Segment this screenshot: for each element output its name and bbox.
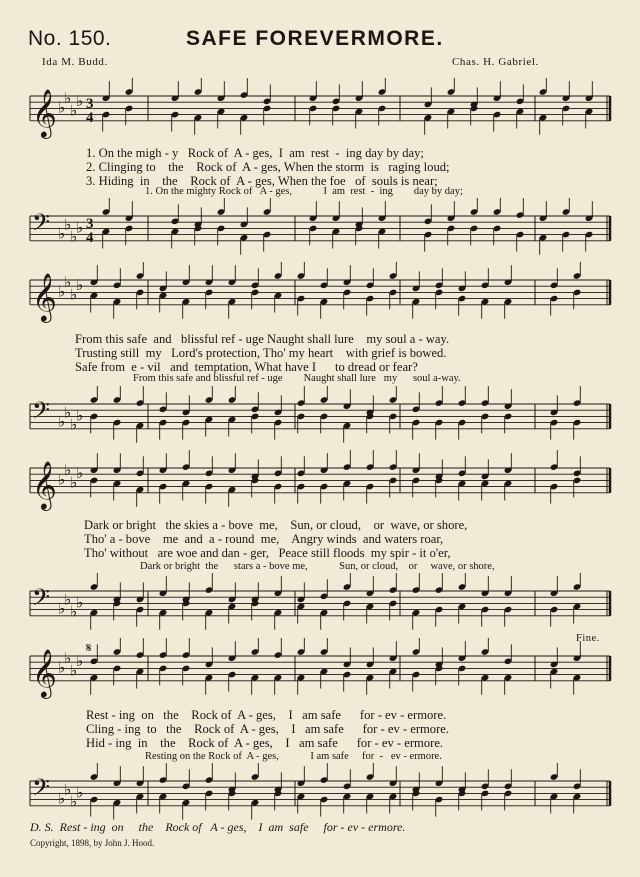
treble-clef-icon: 𝄞 xyxy=(32,271,57,321)
flat-icon: ♭ xyxy=(70,602,78,621)
treble-staff-3 xyxy=(0,450,640,520)
composer-credit: Chas. H. Gabriel. xyxy=(452,56,539,68)
flat-icon: ♭ xyxy=(70,227,78,246)
copyright-notice: Copyright, 1898, by John J. Hood. xyxy=(30,838,155,848)
bass-staff-2 xyxy=(0,386,640,448)
verse-line-3-1: Dark or bright the skies a - bove me, Sun, or cloud, or wave, or shore, xyxy=(84,518,468,532)
flat-icon: ♭ xyxy=(64,273,72,292)
fine-mark: Fine. xyxy=(576,633,600,644)
treble-staff-1 xyxy=(0,78,640,148)
hymn-title: SAFE FOREVERMORE. xyxy=(186,27,444,50)
bass-staff-1 xyxy=(0,198,640,260)
verse-line-1-2: 2. Clinging to the Rock of A - ges, When the storm is raging loud; xyxy=(86,160,450,174)
flat-icon: ♭ xyxy=(76,276,84,295)
flat-icon: ♭ xyxy=(76,593,84,612)
treble-clef-icon: 𝄞 xyxy=(32,459,57,509)
bass-text-2: From this safe and blissful ref - uge Naught shall lure my soul a-way. xyxy=(133,373,461,384)
flat-icon: ♭ xyxy=(70,285,78,304)
time-signature-bottom: 4 xyxy=(86,109,94,126)
flat-icon: ♭ xyxy=(58,282,66,301)
verse-line-2-2: Trusting still my Lord's protection, Tho' my heart with grief is bowed. xyxy=(75,346,447,360)
flat-icon: ♭ xyxy=(64,215,72,234)
flat-icon: ♭ xyxy=(76,464,84,483)
da-segno-text: D. S. Rest - ing on the Rock of A - ges, I am safe for - ev - ermore. xyxy=(30,820,406,834)
flat-icon: ♭ xyxy=(76,92,84,111)
verse-line-4-3: Hid - ing in the Rock of A - ges, I am safe for - ev - ermore. xyxy=(86,736,444,750)
time-signature-top: 3 xyxy=(86,95,94,112)
treble-staff-4 xyxy=(0,638,640,710)
treble-clef-icon: 𝄞 xyxy=(32,87,57,137)
treble-staff-2 xyxy=(0,262,640,334)
bass-clef-icon: 𝄢 xyxy=(32,773,51,807)
bass-text-3: Dark or bright the stars a - bove me, Sun, or cloud, or wave, or shore, xyxy=(140,561,495,572)
verse-line-4-1: Rest - ing on the Rock of A - ges, I am safe for - ev - ermore. xyxy=(86,708,447,722)
segno-icon: 𝄋 xyxy=(86,641,92,656)
flat-icon: ♭ xyxy=(70,792,78,811)
verse-line-1-1: 1. On the migh - y Rock of A - ges, I am rest - ing day by day; xyxy=(86,146,424,160)
flat-icon: ♭ xyxy=(58,412,66,431)
verse-line-3-2: Tho' a - bove me and a - round me, Angry winds and waters roar, xyxy=(84,532,444,546)
verse-line-2-1: From this safe and blissful ref - uge Naught shall lure my soul a - way. xyxy=(75,332,450,346)
flat-icon: ♭ xyxy=(70,101,78,120)
bass-staff-4 xyxy=(0,763,640,823)
flat-icon: ♭ xyxy=(76,406,84,425)
flat-icon: ♭ xyxy=(64,403,72,422)
flat-icon: ♭ xyxy=(64,780,72,799)
treble-clef-icon: 𝄞 xyxy=(32,647,57,697)
flat-icon: ♭ xyxy=(58,224,66,243)
verse-line-3-3: Tho' without are woe and dan - ger, Peace still floods my spir - it o'er, xyxy=(84,546,451,560)
flat-icon: ♭ xyxy=(70,473,78,492)
time-signature-top: 3 xyxy=(86,215,94,232)
flat-icon: ♭ xyxy=(58,98,66,117)
flat-icon: ♭ xyxy=(76,652,84,671)
bass-staff-3 xyxy=(0,573,640,635)
flat-icon: ♭ xyxy=(76,783,84,802)
bass-text-1: 1. On the mighty Rock of A - ges, I am rest - ing day by day; xyxy=(145,186,463,197)
flat-icon: ♭ xyxy=(70,415,78,434)
flat-icon: ♭ xyxy=(64,649,72,668)
flat-icon: ♭ xyxy=(70,661,78,680)
bass-clef-icon: 𝄢 xyxy=(32,208,51,242)
bass-clef-icon: 𝄢 xyxy=(32,396,51,430)
flat-icon: ♭ xyxy=(76,218,84,237)
verse-line-2-3: Safe from e - vil and temptation, What have I to dread or fear? xyxy=(75,360,418,374)
verse-line-4-2: Cling - ing to the Rock of A - ges, I am safe for - ev - ermore. xyxy=(86,722,450,736)
flat-icon: ♭ xyxy=(58,599,66,618)
flat-icon: ♭ xyxy=(64,461,72,480)
hymn-number: No. 150. xyxy=(28,27,112,50)
bass-clef-icon: 𝄢 xyxy=(32,583,51,617)
flat-icon: ♭ xyxy=(58,658,66,677)
flat-icon: ♭ xyxy=(58,789,66,808)
flat-icon: ♭ xyxy=(58,470,66,489)
flat-icon: ♭ xyxy=(64,89,72,108)
flat-icon: ♭ xyxy=(64,590,72,609)
bass-text-4: Resting on the Rock of A - ges, I am safe for - ev - ermore. xyxy=(145,751,442,762)
time-signature-bottom: 4 xyxy=(86,229,94,246)
verse-line-1-3: 3. Hiding in the Rock of A - ges, When the foe of souls is near; xyxy=(86,174,438,188)
lyricist-credit: Ida M. Budd. xyxy=(42,56,108,68)
